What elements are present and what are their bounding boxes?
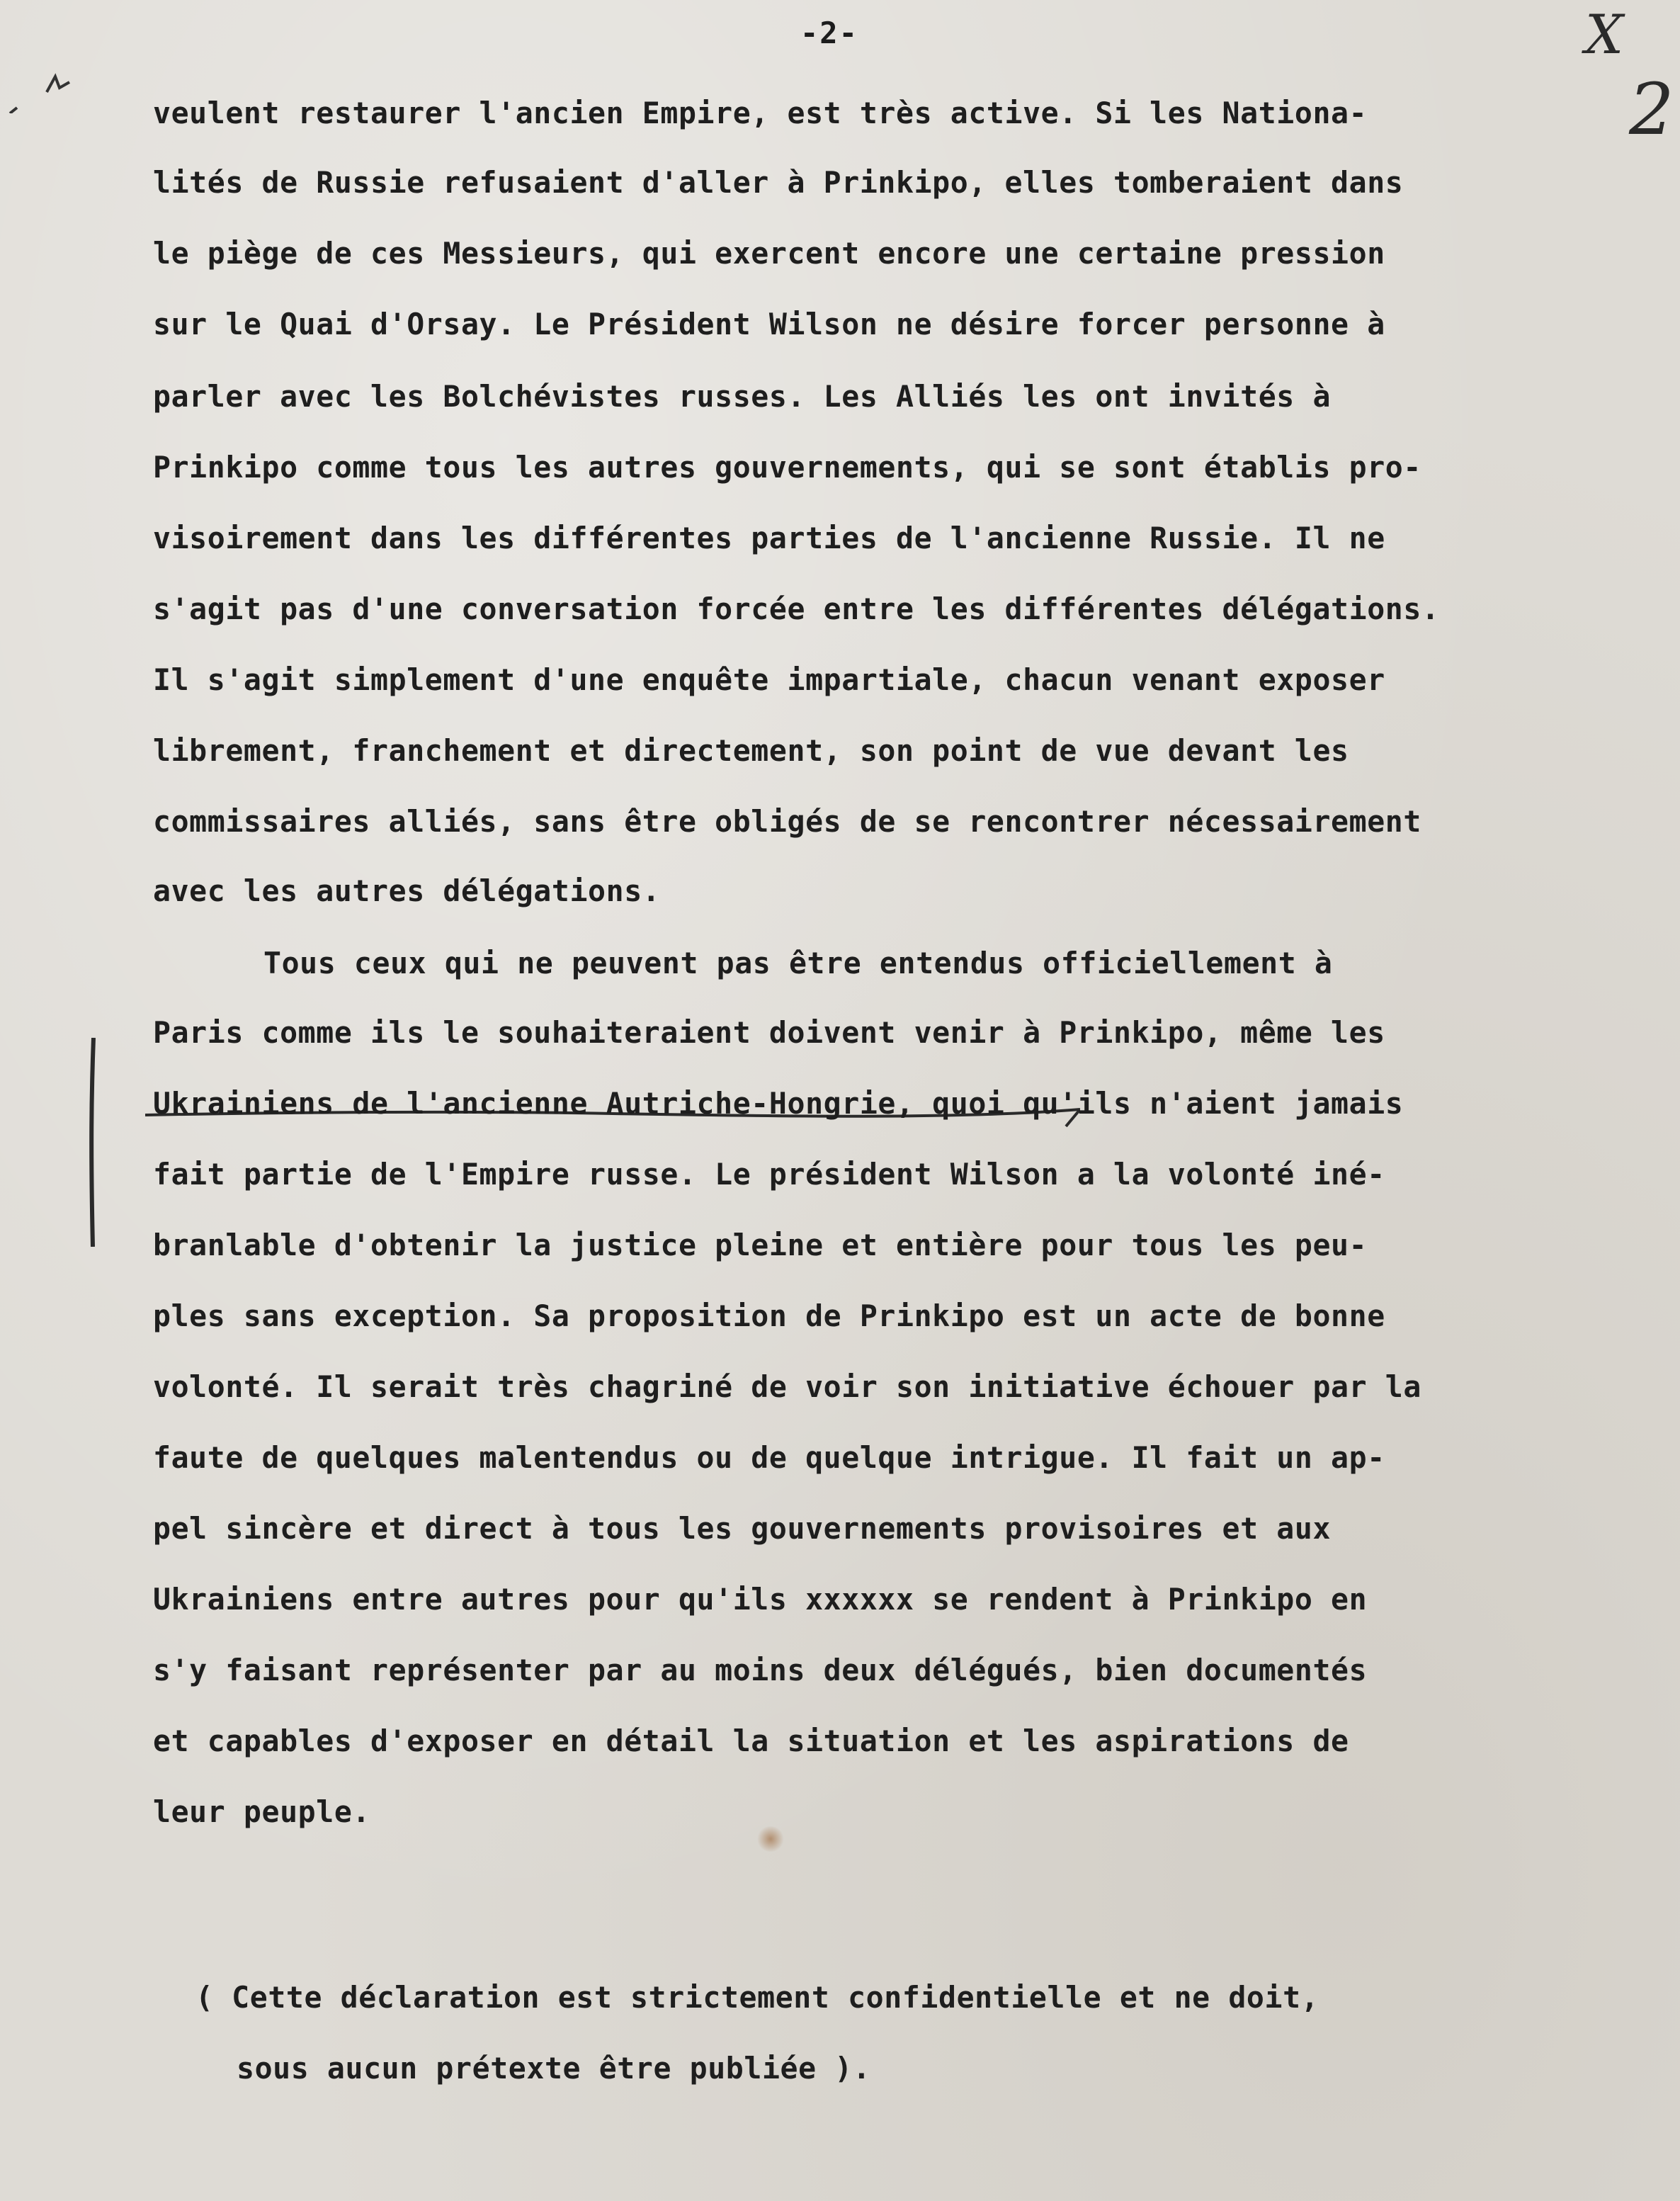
text-line-21: pel sincère et direct à tous les gouvernements provisoires et aux [153, 1511, 1332, 1546]
confidential-note-line-2: sous aucun prétexte être publiée ). [237, 2051, 871, 2086]
margin-pencil-line [89, 1038, 96, 1247]
text-line-15: Ukrainiens de l'ancienne Autriche-Hongrie, quoi qu'ils n'aient jamais [153, 1086, 1404, 1121]
text-line-13: Tous ceux qui ne peuvent pas être entendus officiellement à [263, 946, 1333, 980]
text-line-25: leur peuple. [153, 1794, 371, 1829]
paper-stain [756, 1826, 785, 1852]
text-line-9: Il s'agit simplement d'une enquête impartiale, chacun venant exposer [153, 662, 1385, 697]
text-line-18: ples sans exception. Sa proposition de Prinkipo est un acte de bonne [153, 1298, 1385, 1333]
handwritten-x-mark: X [1585, 3, 1624, 66]
text-line-23: s'y faisant représenter par au moins deux délégués, bien documentés [153, 1653, 1368, 1687]
text-line-12: avec les autres délégations. [153, 873, 661, 908]
text-line-4: sur le Quai d'Orsay. Le Président Wilson ne désire forcer personne à [153, 307, 1385, 341]
text-line-17: branlable d'obtenir la justice pleine et entière pour tous les peu- [153, 1228, 1368, 1262]
text-line-20: faute de quelques malentendus ou de quelque intrigue. Il fait un ap- [153, 1440, 1385, 1475]
text-line-10: librement, franchement et directement, son point de vue devant les [153, 733, 1349, 768]
page-number: -2- [800, 16, 858, 50]
text-line-8: s'agit pas d'une conversation forcée entre les différentes délégations. [153, 592, 1440, 626]
corner-pencil-mark [4, 64, 82, 113]
text-line-16: fait partie de l'Empire russe. Le président Wilson a la volonté iné- [153, 1157, 1385, 1192]
text-line-6: Prinkipo comme tous les autres gouvernements, qui se sont établis pro- [153, 450, 1421, 485]
text-line-2: lités de Russie refusaient d'aller à Prinkipo, elles tomberaient dans [153, 165, 1404, 200]
text-line-22: Ukrainiens entre autres pour qu'ils xxxxxx se rendent à Prinkipo en [153, 1582, 1368, 1617]
text-line-11: commissaires alliés, sans être obligés de se rencontrer nécessairement [153, 804, 1421, 839]
text-line-14: Paris comme ils le souhaiteraient doivent venir à Prinkipo, même les [153, 1015, 1385, 1050]
handwritten-page-number: 2 [1629, 68, 1674, 151]
text-line-5: parler avec les Bolchévistes russes. Les Alliés les ont invités à [153, 379, 1332, 414]
text-line-1: veulent restaurer l'ancien Empire, est très active. Si les Nationa- [153, 96, 1368, 130]
confidential-note-line-1: ( Cette déclaration est strictement confidentielle et ne doit, [195, 1980, 1319, 2015]
text-line-3: le piège de ces Messieurs, qui exercent encore une certaine pression [153, 236, 1385, 271]
text-line-19: volonté. Il serait très chagriné de voir son initiative échouer par la [153, 1369, 1421, 1404]
text-line-7: visoirement dans les différentes parties de l'ancienne Russie. Il ne [153, 521, 1385, 555]
text-line-24: et capables d'exposer en détail la situation et les aspirations de [153, 1724, 1349, 1758]
